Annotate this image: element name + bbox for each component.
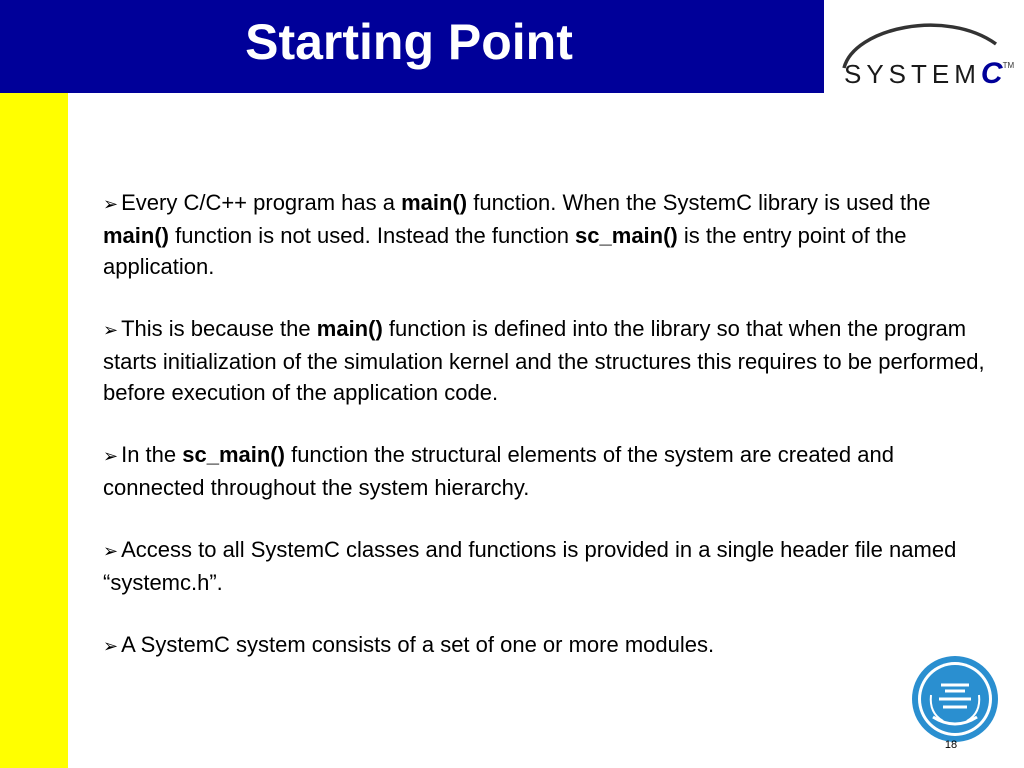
bullet-item: ➢ In the sc_main() function the structural elements of the system are created and connected throughout the system hierarchy.	[103, 442, 894, 500]
slide-title: Starting Point	[245, 14, 573, 70]
arrow-bullet-icon: ➢	[103, 541, 119, 561]
arrow-bullet-icon: ➢	[103, 194, 119, 214]
bullet-list	[103, 187, 988, 693]
left-accent-band	[0, 93, 68, 768]
arrow-bullet-icon: ➢	[103, 320, 119, 340]
bullet-item: ➢ Access to all SystemC classes and functions is provided in a single header file named “systemc.h”.	[103, 537, 957, 595]
logo-trademark: TM	[1002, 61, 1015, 70]
systemc-logo	[836, 10, 1024, 90]
university-seal-icon	[911, 655, 999, 743]
page-number: 18	[944, 739, 958, 751]
bullet-item: ➢ Every C/C++ program has a main() function. When the SystemC library is used the main() function is not used. Instead the function sc_main() is the entry point of the application.	[103, 190, 931, 279]
arrow-bullet-icon: ➢	[103, 636, 119, 656]
arrow-bullet-icon: ➢	[103, 446, 119, 466]
logo-c: C	[980, 57, 1003, 90]
logo-text: SYSTEM	[844, 59, 981, 89]
bullet-item: ➢ A SystemC system consists of a set of one or more modules.	[103, 632, 715, 657]
bullet-item: ➢ This is because the main() function is defined into the library so that when the program starts initialization of the simulation kernel and the structures this requires to be performed, before execution of the application code.	[103, 316, 985, 405]
